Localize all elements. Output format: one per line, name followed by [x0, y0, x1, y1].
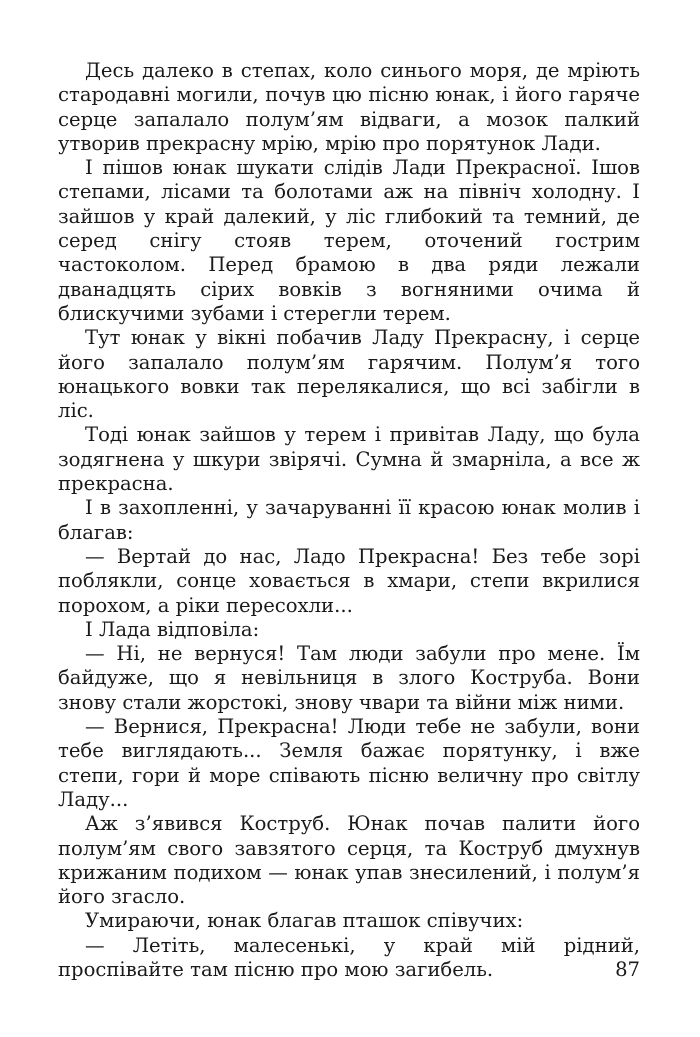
paragraph-11: Умираючи, юнак благав пташок співучих: — [85, 909, 524, 933]
paragraph-8: — Ні, не вернуся! Там люди забули про мене. Їм байдуже, що я невільниця в злого Коструба. Вони знову стали жорстокі, знову чвари та війни між ними. — [58, 642, 640, 714]
paragraph-2: І пішов юнак шукати слідів Лади Прекрасної. Ішов степами, лісами та болотами аж на північ холодну. І зайшов у край далекий, у ліс глибокий та темний, де серед снігу стояв терем, оточений гострим частоколом. Перед брамою в два ряди лежали дванадцять сірих вовків з вогняними очима й блискучими зубами і стерегли терем. — [58, 156, 640, 325]
paragraph-3: Тут юнак у вікні побачив Ладу Прекрасну, і серце його запалало полум’ям гарячим. Полум’я того юнацького вовки так перелякалися, що всі забігли в ліс. — [58, 326, 640, 423]
paragraph-9: — Вернися, Прекрасна! Люди тебе не забули, вони тебе виглядають... Земля бажає порятунку, і вже степи, гори й море співають пісню величну про світлу Ладу... — [58, 715, 640, 811]
paragraph-10: Аж з’явився Коструб. Юнак почав палити його полум’ям свого завзятого серця, та Коструб дмухнув крижаним подихом — юнак упав знесилений, і полум’я його згасло. — [58, 812, 640, 909]
paragraph-12: — Летіть, малесенькі, у край мій рідний, проспівайте там пісню про мою загибель. — [58, 933, 640, 981]
page-number: 87 — [615, 958, 640, 981]
paragraph-6: — Вертай до нас, Ладо Прекрасна! Без тебе зорі поблякли, сонце ховається в хмари, степи вкрилися порохом, а ріки пересохли... — [58, 544, 640, 617]
paragraph-4: Тоді юнак зайшов у терем і привітав Ладу, що була зодягнена у шкури звірячі. Сумна й змарніла, а все ж прекрасна. — [58, 423, 640, 496]
paragraph-7: І Лада відповіла: — [85, 617, 260, 641]
page-body — [58, 59, 640, 982]
paragraph-1: Десь далеко в степах, коло синього моря, де мріють стародавні могили, почув цю пісню юнак, і його гаряче серце запалало полум’ям відваги, а мозок палкий утворив прекрасну мрію, мрію про порятунок Лади. — [58, 59, 640, 155]
paragraph-5: І в захопленні, у зачаруванні її красою юнак молив і благав: — [58, 496, 640, 544]
